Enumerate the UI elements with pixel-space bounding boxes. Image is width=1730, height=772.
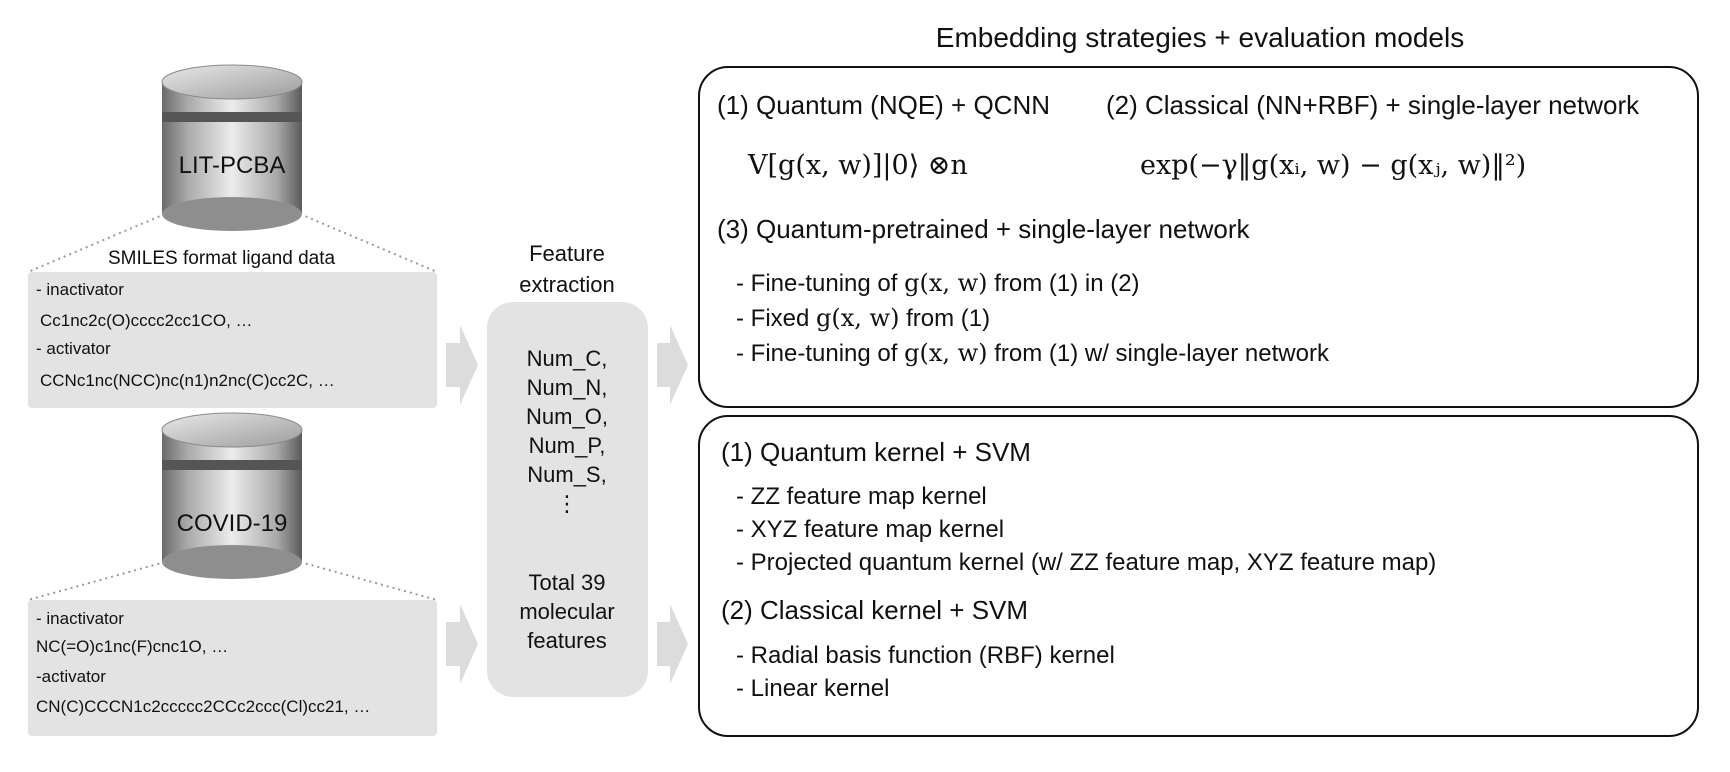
- kernel-option: - Radial basis function (RBF) kernel: [736, 642, 1115, 669]
- quantum-embedding-formula: V[g(x, w)]|0⟩ ⊗n: [748, 150, 968, 181]
- feature-item: Num_O,: [526, 404, 608, 429]
- vertical-ellipsis: ⋮: [556, 491, 578, 516]
- page-title: Embedding strategies + evaluation models: [935, 22, 1465, 53]
- inactivator-smiles: Cc1nc2c(O)cccc2cc1CO, …: [40, 311, 253, 330]
- feature-total-line: molecular: [519, 599, 615, 624]
- kernel-option: - ZZ feature map kernel: [736, 483, 987, 510]
- option-suffix: from (1): [899, 305, 991, 332]
- feature-total-line: Total 39: [528, 570, 606, 595]
- activator-label: - activator: [36, 339, 111, 358]
- kernel-option: - XYZ feature map kernel: [736, 516, 1005, 543]
- strategy-2-label: (2) Classical (NN+RBF) + single-layer network: [1106, 90, 1640, 120]
- pretrained-option: [736, 269, 1140, 298]
- option-prefix: - Fixed: [736, 305, 817, 332]
- feature-total-line: features: [527, 628, 607, 653]
- quantum-kernel-label: (1) Quantum kernel + SVM: [721, 437, 1031, 467]
- pretrained-option: [736, 304, 990, 333]
- feature-item: Num_N,: [526, 375, 608, 400]
- pretrained-option: [736, 339, 1329, 368]
- option-prefix: - Fine-tuning of: [736, 340, 905, 367]
- feature-item: Num_C,: [526, 346, 608, 371]
- dataset-name-lit-pcba: LIT-PCBA: [178, 152, 286, 179]
- database-cylinder-icon: [162, 65, 302, 231]
- inactivator-label: - inactivator: [36, 280, 124, 299]
- activator-smiles: CCNc1nc(NCC)nc(n1)n2nc(C)cc2C, …: [40, 371, 335, 390]
- ligand-data-panel-covid-19: [28, 600, 437, 736]
- inactivator-label: - inactivator: [36, 609, 124, 628]
- classical-kernel-label: (2) Classical kernel + SVM: [721, 595, 1029, 625]
- strategy-1-label: (1) Quantum (NQE) + QCNN: [717, 90, 1051, 120]
- kernel-option: - Projected quantum kernel (w/ ZZ feature map, XYZ feature map): [736, 549, 1437, 576]
- option-suffix: from (1) in (2): [987, 270, 1140, 297]
- feature-extraction-line1: Feature: [529, 241, 605, 266]
- inactivator-smiles: NC(=O)c1nc(F)cnc1O, …: [36, 637, 229, 656]
- embedding-function: g(x, w): [904, 269, 988, 297]
- database-cylinder-icon: [162, 413, 302, 579]
- embedding-function: g(x, w): [816, 304, 900, 332]
- dataset-name-covid-19: COVID-19: [176, 510, 288, 537]
- feature-total: [472, 568, 662, 655]
- option-prefix: - Fine-tuning of: [736, 270, 905, 297]
- embedding-strategies-box: [698, 66, 1699, 408]
- feature-list: [472, 344, 662, 518]
- feature-extraction-label: [487, 238, 647, 300]
- smiles-caption: SMILES format ligand data: [108, 248, 336, 269]
- feature-list-box: [487, 302, 648, 697]
- option-suffix: from (1) w/ single-layer network: [987, 340, 1329, 367]
- embedding-function: g(x, w): [904, 339, 988, 367]
- activator-smiles: CN(C)CCCN1c2ccccc2CCc2ccc(Cl)cc21, …: [36, 697, 371, 716]
- kernel-methods-box: [698, 415, 1699, 737]
- feature-extraction-line2: extraction: [519, 272, 615, 297]
- rbf-kernel-formula: exp(−γ‖g(xᵢ, w) − g(xⱼ, w)‖²): [1140, 150, 1527, 181]
- activator-label: -activator: [36, 667, 106, 686]
- feature-item: Num_S,: [527, 462, 607, 487]
- kernel-option: - Linear kernel: [736, 675, 890, 702]
- ligand-data-panel-lit-pcba: [28, 272, 437, 408]
- strategy-3-label: (3) Quantum-pretrained + single-layer network: [717, 214, 1250, 244]
- feature-item: Num_P,: [528, 433, 606, 458]
